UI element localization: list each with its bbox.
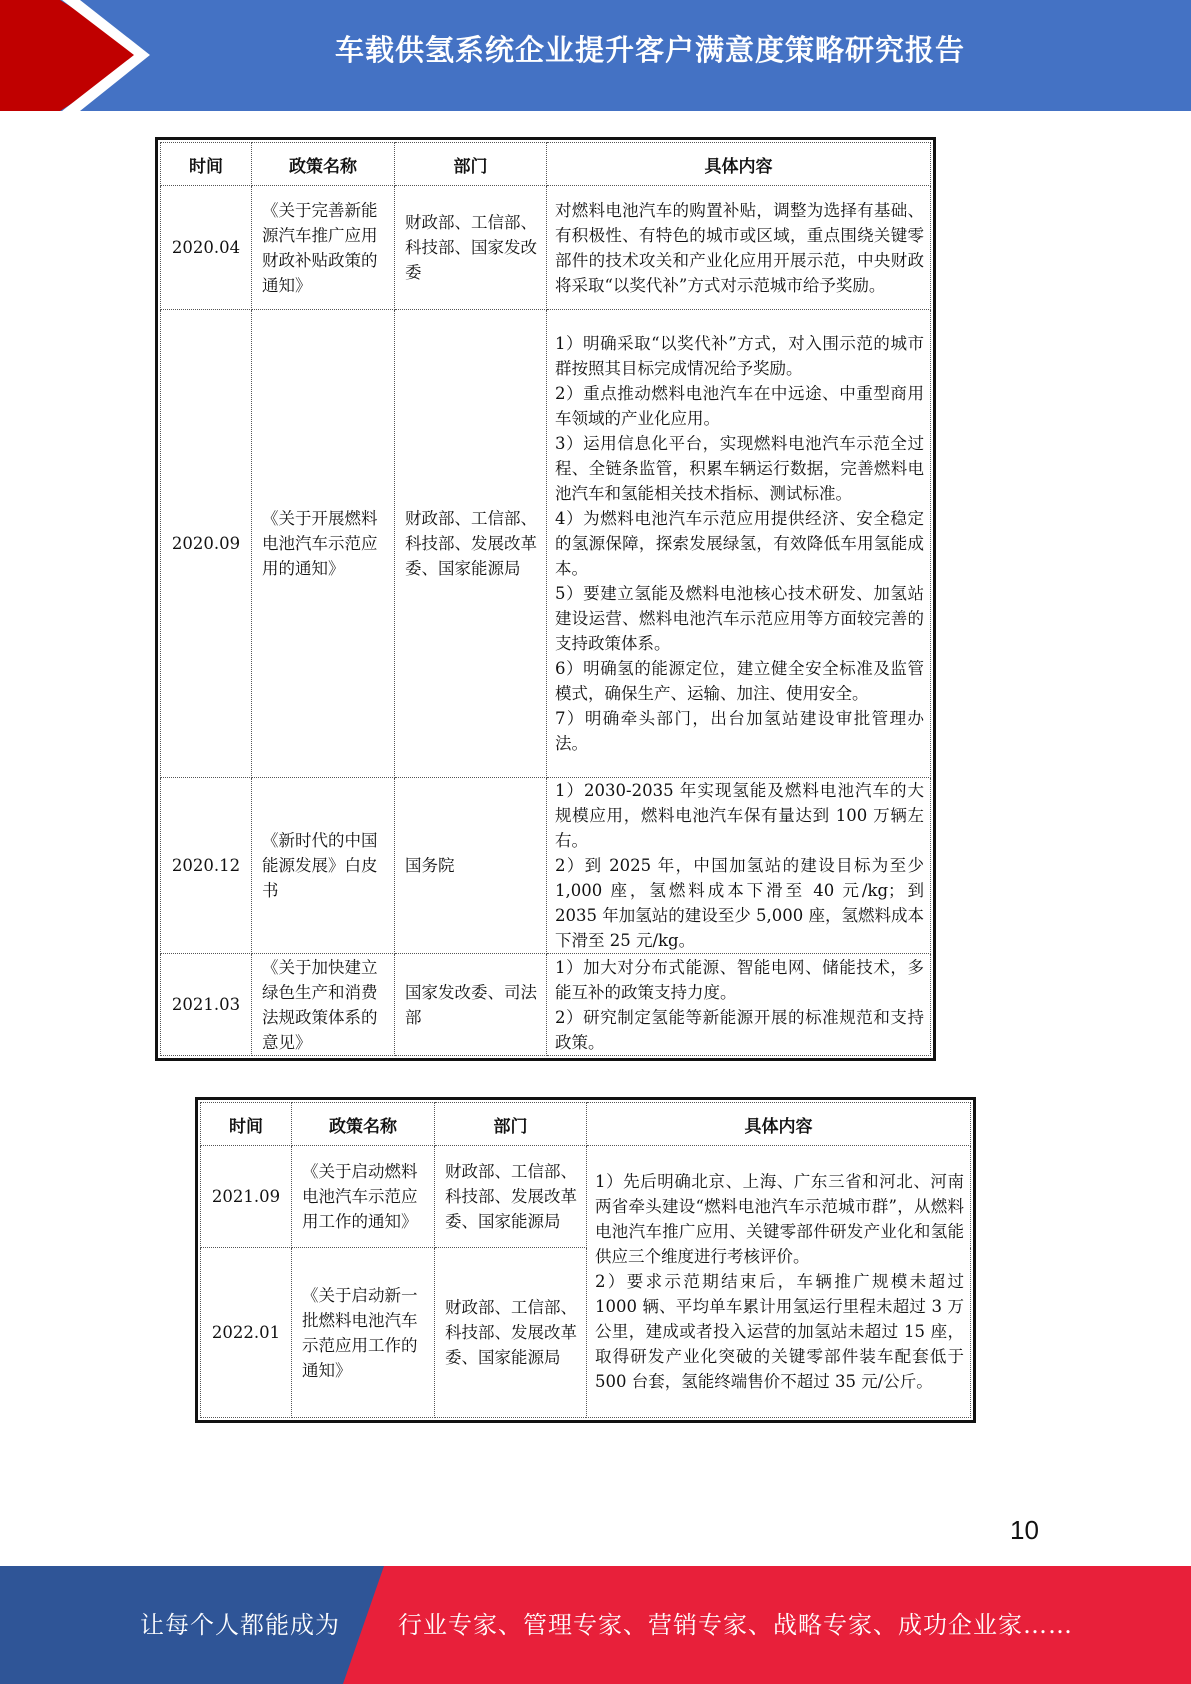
page-number: 10 [1010, 1515, 1039, 1545]
table-row [161, 954, 931, 1056]
content-paragraph: 7）明确牵头部门，出台加氢站建设审批管理办法。 [555, 709, 924, 753]
content-paragraph: 2）研究制定氢能等新能源开展的标准规范和支持政策。 [555, 1007, 924, 1052]
content-paragraph: 1）加大对分布式能源、智能电网、储能技术，多能互补的政策支持力度。 [555, 957, 924, 1002]
header-policy-name: 政策名称 [292, 1103, 435, 1146]
table-header-row [161, 143, 931, 186]
cell-content-shared [587, 1146, 971, 1418]
page-footer [0, 1566, 1191, 1684]
red-chevron [0, 0, 148, 111]
page-header [0, 0, 1191, 111]
table-row [161, 310, 931, 778]
content-paragraph: 1）明确采取“以奖代补”方式，对入围示范的城市群按照其目标完成情况给予奖励。 [555, 334, 924, 378]
table-row [161, 778, 931, 954]
cell-time: 2021.09 [201, 1146, 292, 1248]
cell-department: 财政部、工信部、科技部、发展改革委、国家能源局 [435, 1248, 587, 1418]
header-department: 部门 [395, 143, 547, 186]
content-paragraph: 5）要建立氢能及燃料电池核心技术研发、加氢站建设运营、燃料电池汽车示范应用等方面较完善的支持政策体系。 [555, 584, 924, 653]
table-row [161, 186, 931, 310]
content-paragraph: 3）运用信息化平台，实现燃料电池汽车示范全过程、全链条监管，积累车辆运行数据，完善燃料电池汽车和氢能相关技术指标、测试标准。 [555, 434, 924, 503]
cell-content [547, 778, 931, 954]
content-paragraph: 4）为燃料电池汽车示范应用提供经济、安全稳定的氢源保障，探索发展绿氢，有效降低车用氢能成本。 [555, 509, 924, 578]
cell-time: 2020.12 [161, 778, 252, 954]
footer-slogan-left: 让每个人都能成为 [140, 1611, 340, 1639]
footer-slogan-right: 行业专家、管理专家、营销专家、战略专家、成功企业家…… [398, 1611, 1073, 1639]
policy-table-1 [155, 137, 936, 1061]
cell-department: 财政部、工信部、科技部、发展改革委、国家能源局 [435, 1146, 587, 1248]
header-time: 时间 [161, 143, 252, 186]
header-content: 具体内容 [587, 1103, 971, 1146]
cell-department: 财政部、工信部、科技部、国家发改委 [395, 186, 547, 310]
content-paragraph: 1）2030-2035 年实现氢能及燃料电池汽车的大规模应用，燃料电池汽车保有量达到 100 万辆左右。 [555, 781, 924, 850]
content-paragraph: 2）重点推动燃料电池汽车在中远途、中重型商用车领域的产业化应用。 [555, 384, 924, 428]
cell-time: 2020.04 [161, 186, 252, 310]
header-policy-name: 政策名称 [252, 143, 395, 186]
cell-policy-name: 《关于启动燃料电池汽车示范应用工作的通知》 [292, 1146, 435, 1248]
cell-content [547, 954, 931, 1056]
table-row [201, 1146, 971, 1248]
content-paragraph: 2）要求示范期结束后，车辆推广规模未超过 1000 辆、平均单车累计用氢运行里程未超过 3 万公里，建成或者投入运营的加氢站未超过 15 座，取得研发产业化突破的关键零部件装车配套低于 500 台套，氢能终端售价不超过 35 元/公斤。 [595, 1272, 964, 1391]
cell-department: 国家发改委、司法部 [395, 954, 547, 1056]
cell-time: 2021.03 [161, 954, 252, 1056]
content-paragraph: 6）明确氢的能源定位，建立健全安全标准及监管模式，确保生产、运输、加注、使用安全。 [555, 659, 924, 703]
cell-policy-name: 《关于启动新一批燃料电池汽车示范应用工作的通知》 [292, 1248, 435, 1418]
policy-table-2 [195, 1097, 976, 1423]
cell-time: 2022.01 [201, 1248, 292, 1418]
header-department: 部门 [435, 1103, 587, 1146]
cell-policy-name: 《关于开展燃料电池汽车示范应用的通知》 [252, 310, 395, 778]
cell-department: 财政部、工信部、科技部、发展改革委、国家能源局 [395, 310, 547, 778]
content-paragraph: 1）先后明确北京、上海、广东三省和河北、河南两省牵头建设“燃料电池汽车示范城市群”，从燃料电池汽车推广应用、关键零部件研发产业化和氢能供应三个维度进行考核评价。 [595, 1172, 964, 1266]
table-header-row [201, 1103, 971, 1146]
header-time: 时间 [201, 1103, 292, 1146]
header-content: 具体内容 [547, 143, 931, 186]
content-paragraph: 2）到 2025 年，中国加氢站的建设目标为至少 1,000 座，氢燃料成本下滑至 40 元/kg；到 2035 年加氢站的建设至少 5,000 座，氢燃料成本下滑至 25 元/kg。 [555, 856, 924, 950]
cell-time: 2020.09 [161, 310, 252, 778]
cell-policy-name: 《关于加快建立绿色生产和消费法规政策体系的意见》 [252, 954, 395, 1056]
report-title: 车载供氢系统企业提升客户满意度策略研究报告 [334, 33, 965, 67]
cell-department: 国务院 [395, 778, 547, 954]
cell-policy-name: 《关于完善新能源汽车推广应用财政补贴政策的通知》 [252, 186, 395, 310]
content-paragraph: 对燃料电池汽车的购置补贴，调整为选择有基础、有积极性、有特色的城市或区域，重点围绕关键零部件的技术攻关和产业化应用开展示范，中央财政将采取“以奖代补”方式对示范城市给予奖励。 [555, 200, 924, 295]
cell-policy-name: 《新时代的中国能源发展》白皮书 [252, 778, 395, 954]
cell-content [547, 186, 931, 310]
cell-content [547, 310, 931, 778]
